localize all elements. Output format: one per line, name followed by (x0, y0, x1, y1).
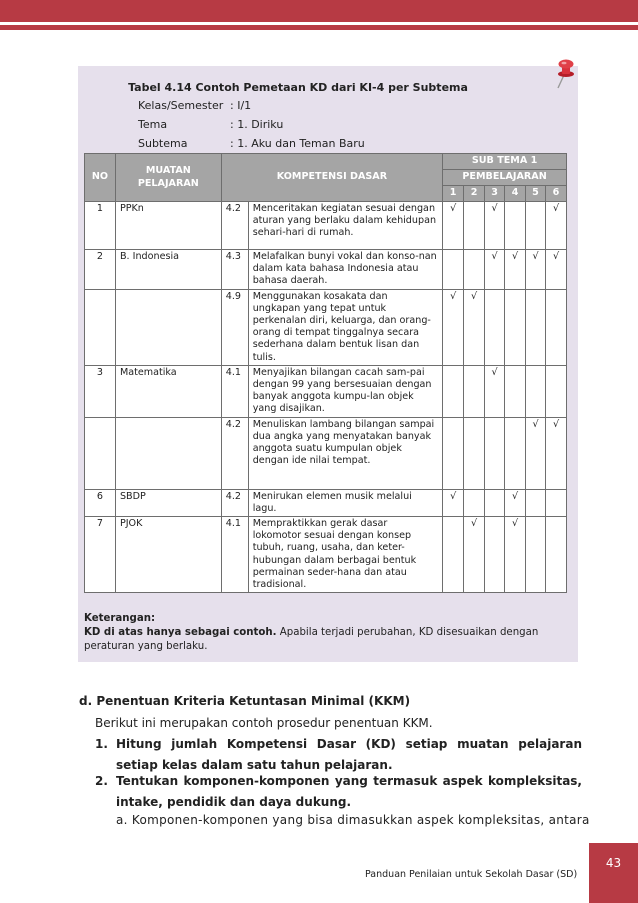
cell-kd-text: Menuliskan lambang bilangan sampai dua angka yang menyatakan banyak anggota suatu kumpulan objek dengan ide nilai tempat. (248, 417, 442, 489)
cell-muatan: B. Indonesia (115, 250, 221, 290)
cell-muatan: SBDP (115, 489, 221, 516)
header-subtema: SUB TEMA 1 (443, 154, 567, 170)
header-pembelajaran: PEMBELAJARAN (443, 170, 567, 186)
cell-check-p4: √ (505, 250, 526, 290)
sub-item-a: a. Komponen-komponen yang bisa dimasukkan aspek kompleksitas, antara (116, 813, 590, 827)
page-number-box (589, 843, 638, 903)
cell-check-p3 (485, 489, 505, 516)
footer-title: Panduan Penilaian untuk Sekolah Dasar (SD) (365, 869, 578, 880)
cell-check-p1: √ (443, 202, 464, 250)
cell-kd-text: Menyajikan bilangan cacah sam-pai dengan 99 yang bersesuaian dengan banyak anggota kumpu-lan objek yang disajikan. (248, 365, 442, 417)
cell-muatan: PJOK (115, 517, 221, 593)
table-note (84, 612, 572, 654)
cell-check-p3: √ (485, 250, 505, 290)
table-title: Tabel 4.14 Contoh Pemetaan KD dari KI-4 per Subtema (128, 81, 468, 94)
cell-check-p4 (505, 289, 526, 365)
header-line (0, 25, 638, 30)
cell-check-p5: √ (526, 417, 546, 489)
header-p4: 4 (505, 186, 526, 202)
cell-check-p4: √ (505, 517, 526, 593)
cell-check-p5 (526, 289, 546, 365)
cell-check-p6: √ (546, 202, 567, 250)
table-row (85, 489, 567, 516)
cell-no: 1 (85, 202, 116, 250)
cell-check-p2: √ (464, 289, 485, 365)
table-row (85, 417, 567, 489)
cell-check-p5: √ (526, 250, 546, 290)
meta-kelas: Kelas/Semester : I/1 (138, 99, 252, 112)
page-number: 43 (605, 856, 622, 870)
cell-check-p6 (546, 517, 567, 593)
cell-kd-number: 4.2 (221, 202, 248, 250)
cell-muatan: Matematika (115, 365, 221, 417)
cell-kd-text: Menceritakan kegiatan sesuai dengan aturan yang berlaku dalam kehidupan sehari-hari di rumah. (248, 202, 442, 250)
cell-check-p3 (485, 417, 505, 489)
cell-kd-text: Mempraktikkan gerak dasar lokomotor sesuai dengan konsep tubuh, ruang, usaha, dan keter-hubungan dalam berbagai bentuk permainan seder-hana dan atau tradisional. (248, 517, 442, 593)
cell-check-p3 (485, 289, 505, 365)
cell-check-p5 (526, 517, 546, 593)
header-p2: 2 (464, 186, 485, 202)
cell-muatan: PPKn (115, 202, 221, 250)
note-rest: Apabila terjadi perubahan, KD disesuaikan dengan peraturan yang berlaku. (84, 627, 539, 652)
header-p5: 5 (526, 186, 546, 202)
cell-check-p5 (526, 202, 546, 250)
section-d-title: d. Penentuan Kriteria Ketuntasan Minimal (KKM) (79, 694, 411, 708)
table-body (85, 202, 567, 593)
kd-mapping-table (84, 153, 567, 593)
header-muatan: MUATAN PELAJARAN (115, 154, 221, 202)
cell-check-p3 (485, 517, 505, 593)
note-heading: Keterangan: (84, 613, 156, 624)
cell-no: 3 (85, 365, 116, 417)
cell-check-p2 (464, 250, 485, 290)
header-no: NO (85, 154, 116, 202)
cell-check-p3: √ (485, 202, 505, 250)
cell-check-p1: √ (443, 489, 464, 516)
header-bar (0, 0, 638, 22)
table-row (85, 250, 567, 290)
cell-check-p2 (464, 202, 485, 250)
cell-kd-text: Melafalkan bunyi vokal dan konso-nan dalam kata bahasa Indonesia atau bahasa daerah. (248, 250, 442, 290)
cell-check-p4 (505, 202, 526, 250)
cell-check-p1 (443, 417, 464, 489)
header-p6: 6 (546, 186, 567, 202)
table-row (85, 202, 567, 250)
cell-kd-number: 4.3 (221, 250, 248, 290)
cell-check-p6 (546, 289, 567, 365)
header-p1: 1 (443, 186, 464, 202)
meta-subtema: Subtema : 1. Aku dan Teman Baru (138, 137, 365, 150)
cell-no (85, 417, 116, 489)
cell-check-p4 (505, 417, 526, 489)
header-kd: KOMPETENSI DASAR (221, 154, 442, 202)
cell-kd-text: Menirukan elemen musik melalui lagu. (248, 489, 442, 516)
meta-tema: Tema : 1. Diriku (138, 118, 284, 131)
cell-kd-number: 4.9 (221, 289, 248, 365)
cell-check-p6 (546, 489, 567, 516)
cell-kd-text: Menggunakan kosakata dan ungkapan yang tepat untuk perkenalan diri, keluarga, dan orang-orang di tempat tinggalnya secara sederhana dalam bentuk lisan dan tulis. (248, 289, 442, 365)
cell-no: 7 (85, 517, 116, 593)
cell-check-p2: √ (464, 517, 485, 593)
note-bold: KD di atas hanya sebagai contoh. (84, 627, 277, 638)
table-row (85, 289, 567, 365)
cell-kd-number: 4.2 (221, 417, 248, 489)
header-p3: 3 (485, 186, 505, 202)
cell-check-p5 (526, 489, 546, 516)
cell-no: 2 (85, 250, 116, 290)
cell-check-p1 (443, 365, 464, 417)
cell-check-p2 (464, 417, 485, 489)
table-row (85, 365, 567, 417)
cell-muatan (115, 289, 221, 365)
cell-check-p3: √ (485, 365, 505, 417)
cell-check-p6 (546, 365, 567, 417)
cell-kd-number: 4.1 (221, 517, 248, 593)
table-row (85, 517, 567, 593)
cell-check-p2 (464, 489, 485, 516)
cell-check-p1 (443, 517, 464, 593)
cell-check-p1: √ (443, 289, 464, 365)
cell-kd-number: 4.1 (221, 365, 248, 417)
cell-check-p2 (464, 365, 485, 417)
cell-check-p6: √ (546, 417, 567, 489)
cell-no: 6 (85, 489, 116, 516)
cell-check-p5 (526, 365, 546, 417)
cell-check-p6: √ (546, 250, 567, 290)
section-d-intro: Berikut ini merupakan contoh prosedur penentuan KKM. (95, 716, 433, 730)
cell-check-p1 (443, 250, 464, 290)
cell-muatan (115, 417, 221, 489)
cell-check-p4 (505, 365, 526, 417)
cell-no (85, 289, 116, 365)
cell-check-p4: √ (505, 489, 526, 516)
cell-kd-number: 4.2 (221, 489, 248, 516)
